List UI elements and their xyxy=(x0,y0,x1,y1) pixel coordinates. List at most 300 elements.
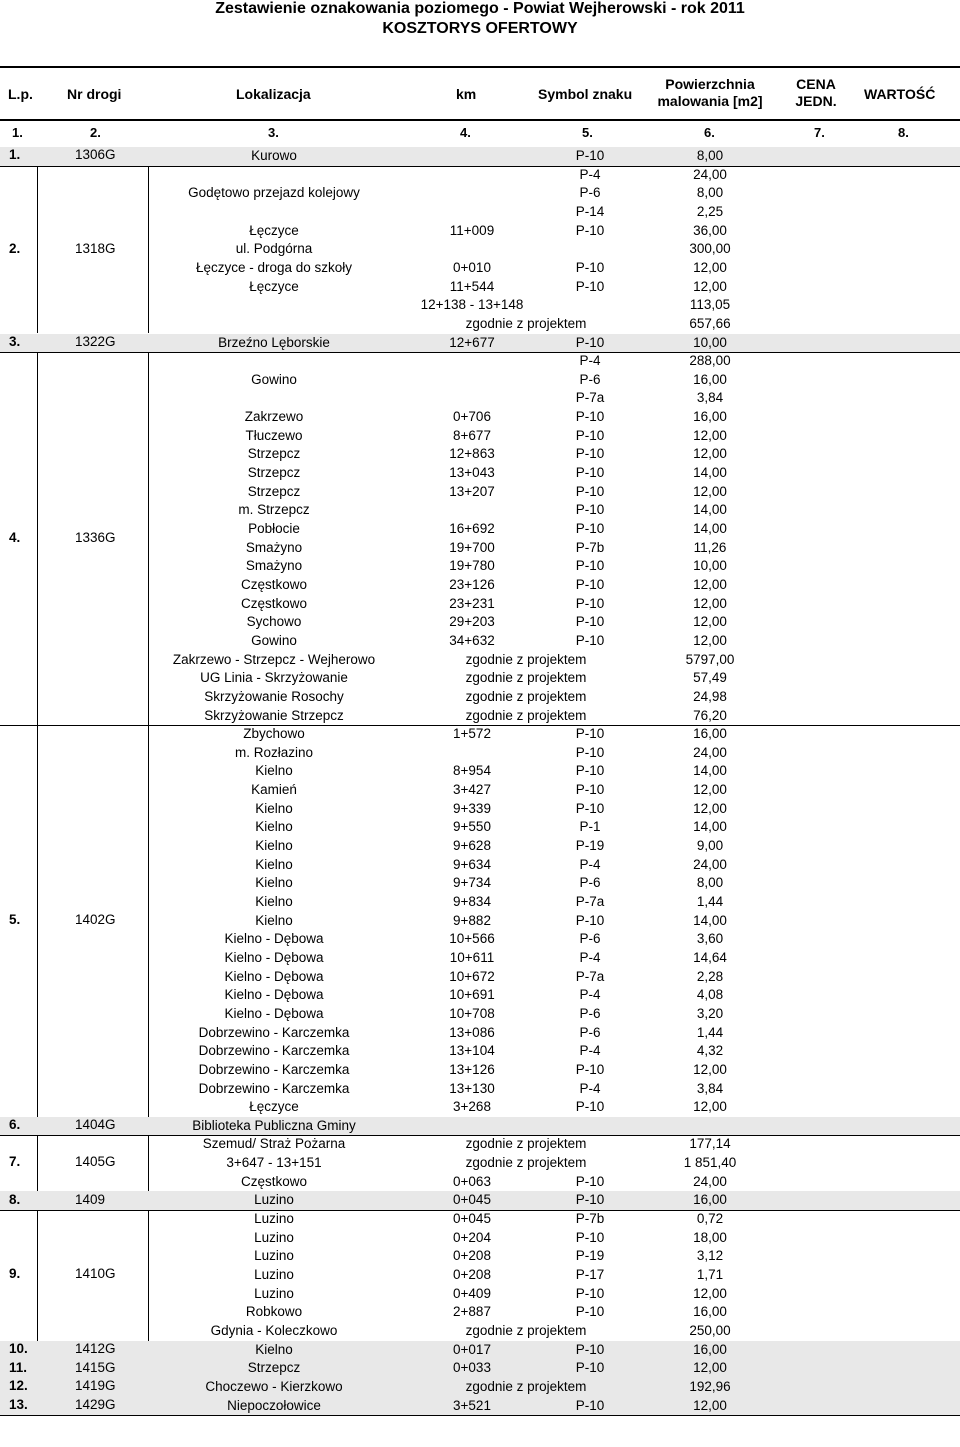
cell-powierzchnia: 16,00 xyxy=(693,1304,727,1320)
cell-lokalizacja: Gowino xyxy=(251,371,297,387)
cell-lokalizacja: Zakrzewo - Strzepcz - Wejherowo xyxy=(172,651,376,667)
cell-powierzchnia: 14,00 xyxy=(693,465,727,481)
cell-km: 3+521 xyxy=(453,1397,491,1413)
cell-powierzchnia: 14,00 xyxy=(693,502,727,518)
cell-powierzchnia: 250,00 xyxy=(689,1322,731,1338)
table-row xyxy=(0,893,960,912)
cell-symbol: P-19 xyxy=(575,838,605,854)
table-row xyxy=(0,1341,960,1360)
cell-symbol: P-10 xyxy=(575,1173,605,1189)
cell-symbol: P-10 xyxy=(575,614,605,630)
column-number-1: 1. xyxy=(12,125,23,140)
table-row xyxy=(0,147,960,166)
table-row xyxy=(0,1117,960,1136)
cell-lokalizacja: Kielno xyxy=(255,912,293,928)
cell-powierzchnia: 16,00 xyxy=(693,409,727,425)
cell-lokalizacja: Kielno - Dębowa xyxy=(224,931,324,947)
cell-lokalizacja: UG Linia - Skrzyżowanie xyxy=(200,670,348,686)
cell-powierzchnia: 12,00 xyxy=(693,632,727,648)
cell-km: 0+063 xyxy=(453,1173,491,1189)
cell-km: 23+126 xyxy=(449,576,495,592)
column-number-2: 2. xyxy=(90,125,101,140)
table-row xyxy=(0,408,960,427)
cell-km: 9+550 xyxy=(453,819,491,835)
group-column-divider xyxy=(37,1210,38,1341)
cell-powierzchnia: 8,00 xyxy=(696,875,724,891)
cell-km: 9+834 xyxy=(453,894,491,909)
group-nr-drogi: 1412G xyxy=(75,1340,116,1356)
table-row xyxy=(0,1303,960,1322)
cell-km: 10+672 xyxy=(449,968,495,984)
cell-lokalizacja: Kielno xyxy=(255,1341,293,1357)
column-number-8: 8. xyxy=(898,125,909,140)
table-row xyxy=(0,1191,960,1210)
table-row xyxy=(0,688,960,707)
document-title: Zestawienie oznakowania poziomego - Powiat Wejherowski - rok 2011 xyxy=(215,0,745,17)
table-row xyxy=(0,184,960,203)
cell-symbol: P-17 xyxy=(575,1267,605,1282)
table-row xyxy=(0,968,960,987)
table-row xyxy=(0,1042,960,1061)
cell-powierzchnia: 657,66 xyxy=(689,315,731,331)
group-lp: 2. xyxy=(9,240,21,256)
cell-powierzchnia: 3,20 xyxy=(696,1005,724,1021)
cell-km: 13+043 xyxy=(449,465,495,481)
column-number-4: 4. xyxy=(460,125,471,140)
cell-symbol: P-10 xyxy=(575,1229,605,1245)
cell-lokalizacja: Dobrzewino - Karczemka xyxy=(198,1024,350,1040)
table-row xyxy=(0,651,960,670)
table-row xyxy=(0,1173,960,1192)
cell-powierzchnia: 12,00 xyxy=(693,1397,727,1413)
group-nr-drogi: 1415G xyxy=(75,1359,116,1375)
cell-lokalizacja: Niepoczołowice xyxy=(227,1397,321,1413)
cell-km: 13+130 xyxy=(449,1080,495,1096)
header-powierzchnia-line2: malowania [m2] xyxy=(657,93,763,109)
cell-km: 0+409 xyxy=(453,1285,491,1301)
cell-powierzchnia: 14,00 xyxy=(693,521,727,536)
cell-symbol: P-6 xyxy=(579,185,601,201)
cell-powierzchnia: 16,00 xyxy=(693,1192,727,1208)
header-cena-line2: JEDN. xyxy=(795,93,837,109)
cell-symbol: P-10 xyxy=(575,446,605,462)
table-row xyxy=(0,762,960,781)
table-row xyxy=(0,501,960,520)
cell-lokalizacja: Luzino xyxy=(254,1192,294,1208)
cell-powierzchnia: 12,00 xyxy=(693,614,727,630)
cell-km: 8+954 xyxy=(453,763,491,779)
cell-symbol: P-10 xyxy=(575,576,605,592)
cell-lokalizacja: Zakrzewo xyxy=(244,409,304,425)
cell-lokalizacja: m. Strzepcz xyxy=(238,502,310,518)
group-lp: 5. xyxy=(9,911,21,927)
cell-powierzchnia: 12,00 xyxy=(693,576,727,592)
cell-powierzchnia: 12,00 xyxy=(693,483,727,499)
cell-powierzchnia: 1,71 xyxy=(696,1267,724,1282)
table-row xyxy=(0,613,960,632)
cell-powierzchnia: 2,28 xyxy=(696,968,724,984)
table-row xyxy=(0,632,960,651)
cell-symbol: P-10 xyxy=(575,483,605,499)
cell-symbol: P-4 xyxy=(579,856,601,872)
table-row xyxy=(0,539,960,558)
cell-symbol: P-10 xyxy=(575,502,605,518)
cell-symbol: P-4 xyxy=(579,987,601,1003)
cell-km-projekt: zgodnie z projektem xyxy=(465,1378,587,1394)
cell-symbol: P-1 xyxy=(579,819,601,835)
cell-powierzchnia: 12,00 xyxy=(693,1061,727,1077)
group-lp: 11. xyxy=(9,1359,28,1375)
table-row xyxy=(0,278,960,297)
cell-km: 34+632 xyxy=(449,632,495,648)
cell-powierzchnia: 8,00 xyxy=(696,148,724,163)
table-row xyxy=(0,1322,960,1341)
cell-km: 0+706 xyxy=(453,409,491,425)
cell-km: 16+692 xyxy=(449,521,495,536)
table-row xyxy=(0,1080,960,1099)
cell-symbol: P-10 xyxy=(575,1360,605,1376)
cell-powierzchnia: 8,00 xyxy=(696,185,724,201)
group-nr-drogi: 1322G xyxy=(75,333,116,349)
cell-powierzchnia: 5797,00 xyxy=(685,651,735,667)
cell-powierzchnia: 0,72 xyxy=(696,1211,724,1227)
table-row xyxy=(0,464,960,483)
cell-powierzchnia: 10,00 xyxy=(693,558,727,574)
cell-powierzchnia: 12,00 xyxy=(693,1360,727,1376)
cell-powierzchnia: 12,00 xyxy=(693,427,727,443)
table-row xyxy=(0,445,960,464)
group-column-divider xyxy=(37,352,38,725)
cell-symbol: P-10 xyxy=(575,1397,605,1413)
column-number-3: 3. xyxy=(268,125,279,140)
cell-powierzchnia: 288,00 xyxy=(689,353,731,369)
cell-km-projekt: zgodnie z projektem xyxy=(465,1322,587,1338)
cell-symbol: P-10 xyxy=(575,148,605,163)
group-column-divider xyxy=(148,1135,149,1191)
table-row xyxy=(0,707,960,726)
cell-powierzchnia: 3,84 xyxy=(696,390,724,406)
cell-symbol: P-10 xyxy=(575,409,605,425)
group-divider xyxy=(0,1415,960,1416)
header-symbol-znaku: Symbol znaku xyxy=(538,86,633,102)
cell-powierzchnia: 300,00 xyxy=(689,241,731,257)
table-row xyxy=(0,1098,960,1117)
cell-km: 13+086 xyxy=(449,1024,495,1040)
cell-powierzchnia: 3,84 xyxy=(696,1080,724,1096)
cell-km: 8+677 xyxy=(453,427,491,443)
cell-lokalizacja: Łęczyce xyxy=(249,278,299,294)
group-lp: 3. xyxy=(9,333,21,349)
cell-powierzchnia: 16,00 xyxy=(693,726,727,742)
group-nr-drogi: 1409 xyxy=(75,1191,106,1207)
cell-km: 0+208 xyxy=(453,1248,491,1264)
group-lp: 9. xyxy=(9,1266,21,1282)
cell-lokalizacja: m. Rozłazino xyxy=(234,744,314,760)
cell-symbol: P-10 xyxy=(575,222,605,238)
table-row xyxy=(0,595,960,614)
cell-powierzchnia: 1,44 xyxy=(696,1024,724,1040)
cell-lokalizacja: Luzino xyxy=(254,1211,294,1227)
cell-lokalizacja: Gowino xyxy=(251,632,297,648)
cell-km-projekt: zgodnie z projektem xyxy=(465,651,587,667)
table-row xyxy=(0,352,960,371)
cell-powierzchnia: 12,00 xyxy=(693,1285,727,1301)
table-row xyxy=(0,1061,960,1080)
header-wartosc: WARTOŚĆ xyxy=(864,86,936,102)
cell-powierzchnia: 24,98 xyxy=(693,688,727,704)
table-row xyxy=(0,240,960,259)
group-column-divider xyxy=(37,166,38,334)
cell-lokalizacja: Zbychowo xyxy=(243,726,305,742)
cell-km: 0+045 xyxy=(453,1192,491,1208)
cell-symbol: P-7a xyxy=(575,968,605,984)
header-top-border xyxy=(0,66,960,68)
cell-lokalizacja: Kielno xyxy=(255,819,293,835)
group-nr-drogi: 1419G xyxy=(75,1378,116,1394)
header-lokalizacja: Lokalizacja xyxy=(236,86,311,102)
column-number-7: 7. xyxy=(814,125,825,140)
cell-km-projekt: zgodnie z projektem xyxy=(465,1155,587,1171)
cell-powierzchnia: 9,00 xyxy=(696,838,724,854)
cell-km: 0+204 xyxy=(453,1229,491,1245)
cell-powierzchnia: 18,00 xyxy=(693,1229,727,1245)
cell-powierzchnia: 192,96 xyxy=(689,1378,731,1394)
cell-powierzchnia: 36,00 xyxy=(693,222,727,238)
group-nr-drogi: 1410G xyxy=(75,1266,116,1282)
document-subtitle: KOSZTORYS OFERTOWY xyxy=(382,20,578,37)
cell-km: 12+863 xyxy=(449,446,495,462)
cell-powierzchnia: 76,20 xyxy=(693,707,727,723)
cell-powierzchnia: 12,00 xyxy=(693,1099,727,1115)
table-row xyxy=(0,1135,960,1154)
table-row xyxy=(0,315,960,334)
group-nr-drogi: 1405G xyxy=(75,1154,116,1170)
table-row xyxy=(0,334,960,353)
cell-lokalizacja: 3+647 - 13+151 xyxy=(226,1155,322,1171)
cell-lokalizacja: Gdynia - Koleczkowo xyxy=(210,1322,338,1338)
cell-lokalizacja: Sychowo xyxy=(246,614,302,630)
cell-lokalizacja: Kielno xyxy=(255,856,293,872)
cell-symbol: P-10 xyxy=(575,744,605,760)
cell-lokalizacja: Kielno - Dębowa xyxy=(224,949,324,965)
table-row xyxy=(0,1154,960,1173)
cell-powierzchnia: 4,08 xyxy=(696,987,724,1003)
cell-lokalizacja: Godętowo przejazd kolejowy xyxy=(188,185,360,201)
table-row xyxy=(0,427,960,446)
cell-km: 9+734 xyxy=(453,875,491,891)
table-row xyxy=(0,669,960,688)
header-bottom-border xyxy=(0,119,960,121)
table-row xyxy=(0,986,960,1005)
cell-lokalizacja: Kielno xyxy=(255,763,293,779)
cell-powierzchnia: 16,00 xyxy=(693,371,727,387)
table-row xyxy=(0,1397,960,1416)
cell-symbol: P-10 xyxy=(575,800,605,816)
cell-powierzchnia: 2,25 xyxy=(696,203,724,219)
cell-symbol: P-6 xyxy=(579,931,601,947)
cell-powierzchnia: 3,60 xyxy=(696,931,724,947)
table-row xyxy=(0,166,960,185)
table-row xyxy=(0,837,960,856)
cell-symbol: P-10 xyxy=(575,521,605,536)
cell-km: 13+104 xyxy=(449,1043,495,1059)
cell-lokalizacja: Dobrzewino - Karczemka xyxy=(198,1043,350,1059)
cell-powierzchnia: 24,00 xyxy=(693,856,727,872)
cell-lokalizacja: Kamień xyxy=(251,782,297,798)
group-lp: 10. xyxy=(9,1340,28,1356)
cell-lokalizacja: Luzino xyxy=(254,1229,294,1245)
table-row xyxy=(0,856,960,875)
cell-lokalizacja: Kurowo xyxy=(251,148,297,163)
group-nr-drogi: 1402G xyxy=(75,911,116,927)
cell-symbol: P-6 xyxy=(579,371,601,387)
cell-km: 10+691 xyxy=(449,987,495,1003)
table-row xyxy=(0,296,960,315)
cell-lokalizacja: Dobrzewino - Karczemka xyxy=(198,1061,350,1077)
cell-lokalizacja: Brzeźno Lęborskie xyxy=(218,334,330,350)
group-column-divider xyxy=(148,1210,149,1341)
cell-km: 3+268 xyxy=(453,1099,491,1115)
cell-symbol: P-7a xyxy=(575,894,605,909)
table-row xyxy=(0,949,960,968)
cell-lokalizacja: Luzino xyxy=(254,1267,294,1282)
cell-powierzchnia: 12,00 xyxy=(693,800,727,816)
cell-km: 10+566 xyxy=(449,931,495,947)
table-row xyxy=(0,203,960,222)
cell-km: 9+628 xyxy=(453,838,491,854)
table-row xyxy=(0,1266,960,1285)
cell-lokalizacja: Tłuczewo xyxy=(245,427,303,443)
group-lp: 1. xyxy=(9,147,21,163)
cell-lokalizacja: Kielno - Dębowa xyxy=(224,987,324,1003)
group-lp: 12. xyxy=(9,1378,28,1394)
cell-symbol: P-4 xyxy=(579,949,601,965)
cell-lokalizacja: Biblioteka Publiczna Gminy xyxy=(192,1117,356,1133)
cell-km: 29+203 xyxy=(449,614,495,630)
table-row xyxy=(0,1005,960,1024)
cell-symbol: P-10 xyxy=(575,465,605,481)
table-row xyxy=(0,874,960,893)
cell-symbol: P-4 xyxy=(579,1080,601,1096)
cell-lokalizacja: Smażyno xyxy=(245,539,303,555)
table-row xyxy=(0,781,960,800)
cell-lokalizacja: Strzepcz xyxy=(247,483,301,499)
header-powierzchnia xyxy=(648,76,772,110)
cell-lokalizacja: Strzepcz xyxy=(247,446,301,462)
cell-powierzchnia: 4,32 xyxy=(696,1043,724,1059)
cell-powierzchnia: 3,12 xyxy=(696,1248,724,1264)
cell-km: 9+634 xyxy=(453,856,491,872)
header-cena xyxy=(780,76,852,110)
cell-powierzchnia: 24,00 xyxy=(693,1173,727,1189)
cell-symbol: P-6 xyxy=(579,1005,601,1021)
cell-powierzchnia: 10,00 xyxy=(693,334,727,350)
cell-lokalizacja: Choczewo - Kierzkowo xyxy=(205,1378,343,1394)
table-row xyxy=(0,557,960,576)
cell-powierzchnia: 1,44 xyxy=(696,894,724,909)
cell-symbol: P-19 xyxy=(575,1248,605,1264)
cell-lokalizacja: Częstkowo xyxy=(240,576,308,592)
cell-symbol: P-10 xyxy=(575,558,605,574)
cell-symbol: P-6 xyxy=(579,1024,601,1040)
cell-km-projekt: zgodnie z projektem xyxy=(465,670,587,686)
table-row xyxy=(0,1285,960,1304)
cell-symbol: P-10 xyxy=(575,1341,605,1357)
cell-km: 10+708 xyxy=(449,1005,495,1021)
cell-km: 2+887 xyxy=(453,1304,491,1320)
cell-powierzchnia: 14,00 xyxy=(693,912,727,928)
cell-lokalizacja: Szemud/ Straż Pożarna xyxy=(202,1136,346,1152)
cell-km: 11+009 xyxy=(449,222,495,238)
cell-symbol: P-10 xyxy=(575,1192,605,1208)
cell-km: 13+126 xyxy=(449,1061,495,1077)
cell-symbol: P-10 xyxy=(575,427,605,443)
header-cena-line1: CENA xyxy=(796,76,836,92)
table-row xyxy=(0,818,960,837)
cell-powierzchnia: 24,00 xyxy=(693,744,727,760)
cell-lokalizacja: Luzino xyxy=(254,1285,294,1301)
column-number-5: 5. xyxy=(582,125,593,140)
cell-km: 10+611 xyxy=(449,949,495,965)
cell-symbol: P-10 xyxy=(575,782,605,798)
cell-km: 0+208 xyxy=(453,1267,491,1282)
cell-symbol: P-4 xyxy=(579,353,601,369)
cell-symbol: P-10 xyxy=(575,595,605,611)
table-row xyxy=(0,1210,960,1229)
cell-symbol: P-4 xyxy=(579,1043,601,1059)
cell-lokalizacja: Pobłocie xyxy=(248,521,300,536)
cell-km: 3+427 xyxy=(453,782,491,798)
cell-powierzchnia: 14,00 xyxy=(693,819,727,835)
cell-powierzchnia: 14,64 xyxy=(693,949,727,965)
table-row xyxy=(0,912,960,931)
table-row xyxy=(0,1024,960,1043)
cell-km: 0+010 xyxy=(453,259,491,275)
group-lp: 4. xyxy=(9,529,21,545)
cell-symbol: P-6 xyxy=(579,875,601,891)
group-nr-drogi: 1306G xyxy=(75,147,116,163)
cell-km: 11+544 xyxy=(449,278,495,294)
cell-symbol: P-10 xyxy=(575,912,605,928)
group-column-divider xyxy=(37,725,38,1117)
cell-lokalizacja: Łęczyce - droga do szkoły xyxy=(195,259,353,275)
cell-symbol: P-10 xyxy=(575,259,605,275)
cell-km: 0+033 xyxy=(453,1360,491,1376)
table-row xyxy=(0,259,960,278)
cell-symbol: P-7a xyxy=(575,390,605,406)
cell-km: 19+700 xyxy=(449,539,495,555)
cell-km: 9+339 xyxy=(453,800,491,816)
cell-lokalizacja: Skrzyżowanie Rosochy xyxy=(204,688,344,704)
cell-powierzchnia: 16,00 xyxy=(693,1341,727,1357)
group-nr-drogi: 1318G xyxy=(75,240,116,256)
group-lp: 7. xyxy=(9,1154,21,1170)
group-nr-drogi: 1336G xyxy=(75,529,116,545)
table-row xyxy=(0,744,960,763)
cell-symbol: P-10 xyxy=(575,726,605,742)
cell-lokalizacja: Kielno xyxy=(255,875,293,891)
cell-km: 23+231 xyxy=(449,595,495,611)
cell-lokalizacja: Dobrzewino - Karczemka xyxy=(198,1080,350,1096)
table-row xyxy=(0,576,960,595)
cell-lokalizacja: Kielno - Dębowa xyxy=(224,968,324,984)
cell-powierzchnia: 57,49 xyxy=(693,670,727,686)
cell-lokalizacja: Kielno - Dębowa xyxy=(224,1005,324,1021)
cell-symbol: P-10 xyxy=(575,1061,605,1077)
table-row xyxy=(0,371,960,390)
table-row xyxy=(0,1359,960,1378)
cell-lokalizacja: Skrzyżowanie Strzepcz xyxy=(204,707,344,723)
